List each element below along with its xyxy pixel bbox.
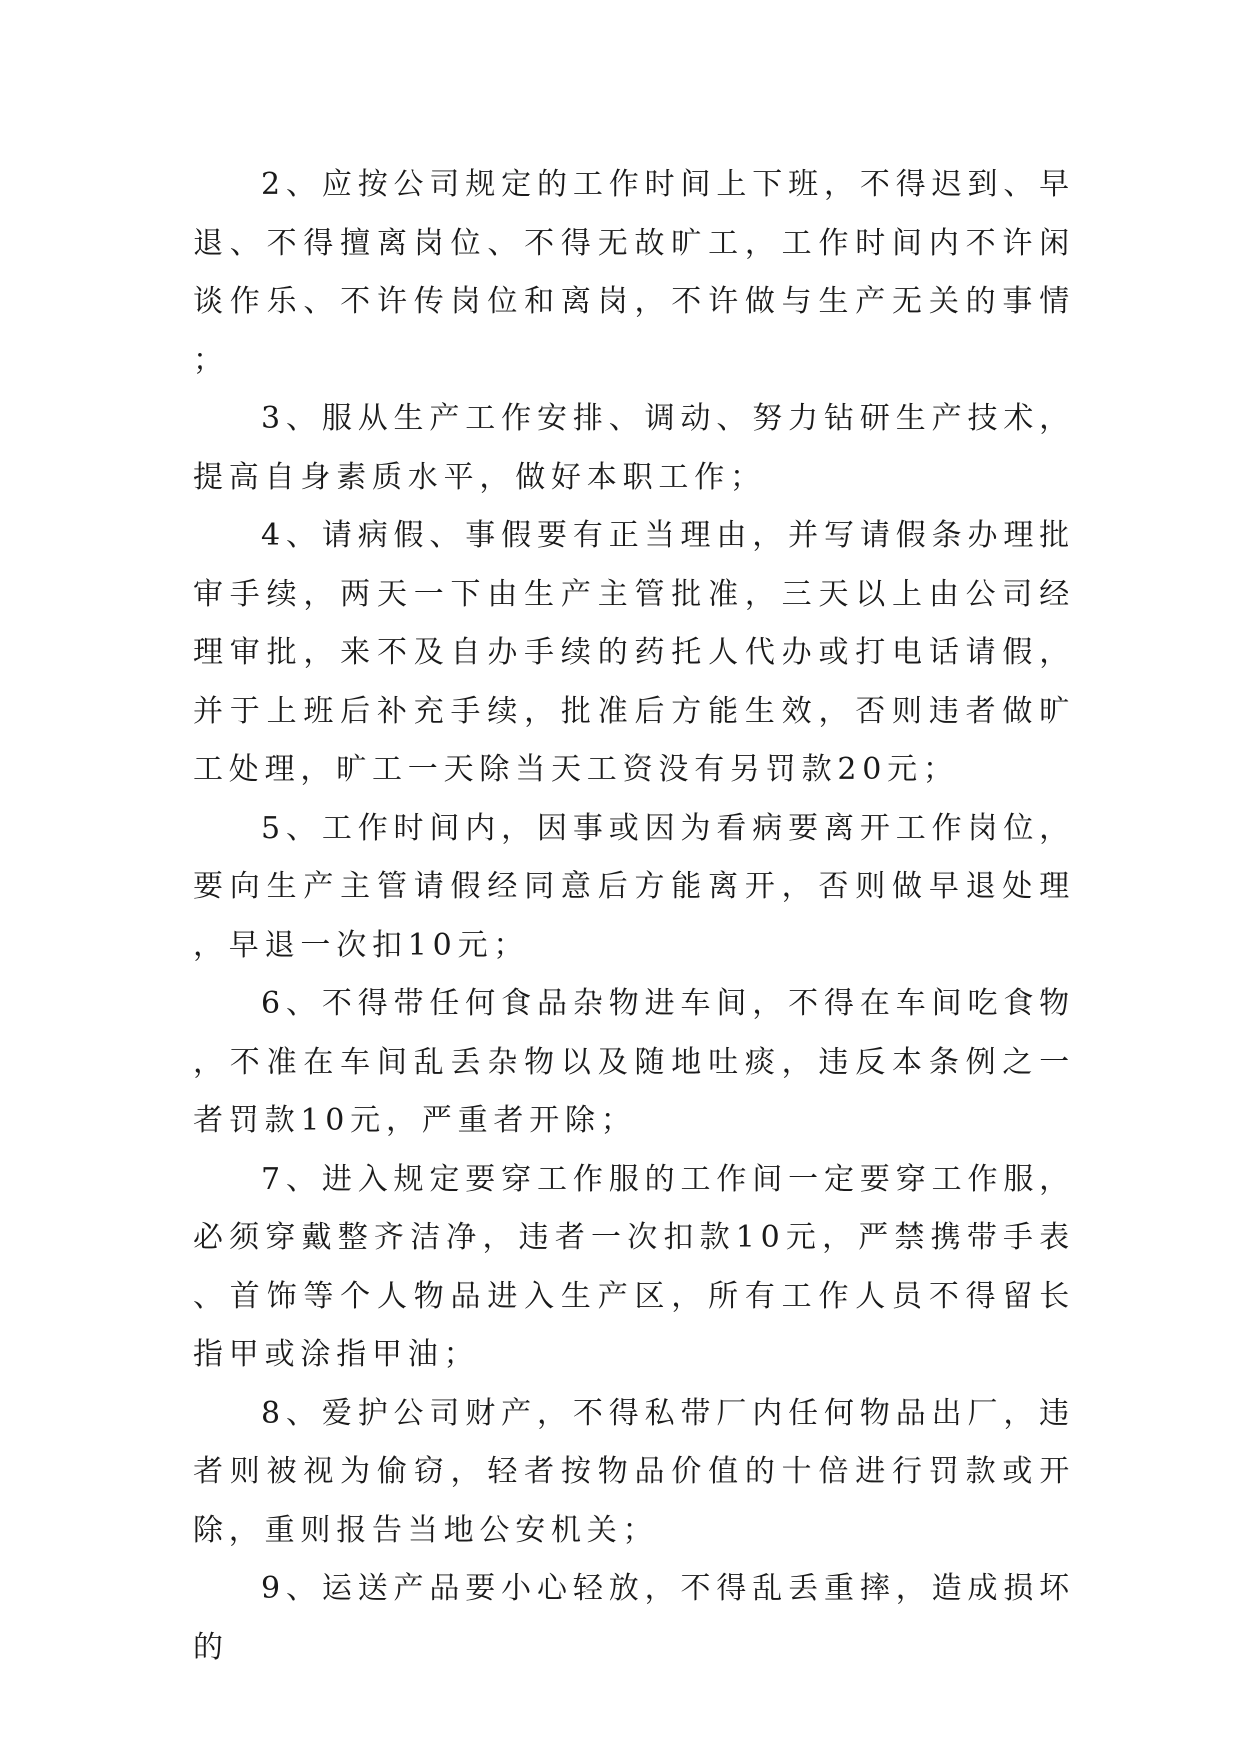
rule-paragraph-2: 2、应按公司规定的工作时间上下班，不得迟到、早退、不得擅离岗位、不得无故旷工，工作时间内不许闲谈作乐、不许传岗位和离岗，不许做与生产无关的事情； [193,167,1075,378]
rule-paragraph-9: 9、运送产品要小心轻放，不得乱丢重摔，造成损坏的 [193,1571,1075,1665]
document-body [193,156,1075,1677]
rule-paragraph-3: 3、服从生产工作安排、调动、努力钻研生产技术，提高自身素质水平，做好本职工作； [193,401,1075,495]
rule-paragraph-5: 5、工作时间内，因事或因为看病要离开工作岗位，要向生产主管请假经同意后方能离开，否则做早退处理，早退一次扣10元； [193,810,1075,963]
rule-paragraph-6: 6、不得带任何食品杂物进车间，不得在车间吃食物，不准在车间乱丢杂物以及随地吐痰，违反本条例之一者罚款10元，严重者开除； [193,986,1075,1138]
rule-paragraph-4: 4、请病假、事假要有正当理由，并写请假条办理批审手续，两天一下由生产主管批准，三天以上由公司经理审批，来不及自办手续的药托人代办或打电话请假，并于上班后补充手续，批准后方能生效，否则违者做旷工处理，旷工一天除当天工资没有另罚款20元； [193,518,1075,787]
rule-paragraph-8: 8、爱护公司财产，不得私带厂内任何物品出厂，违者则被视为偷窃，轻者按物品价值的十倍进行罚款或开除，重则报告当地公安机关； [193,1395,1075,1548]
rule-paragraph-7: 7、进入规定要穿工作服的工作间一定要穿工作服，必须穿戴整齐洁净，违者一次扣款10元，严禁携带手表、首饰等个人物品进入生产区，所有工作人员不得留长指甲或涂指甲油； [193,1161,1075,1372]
